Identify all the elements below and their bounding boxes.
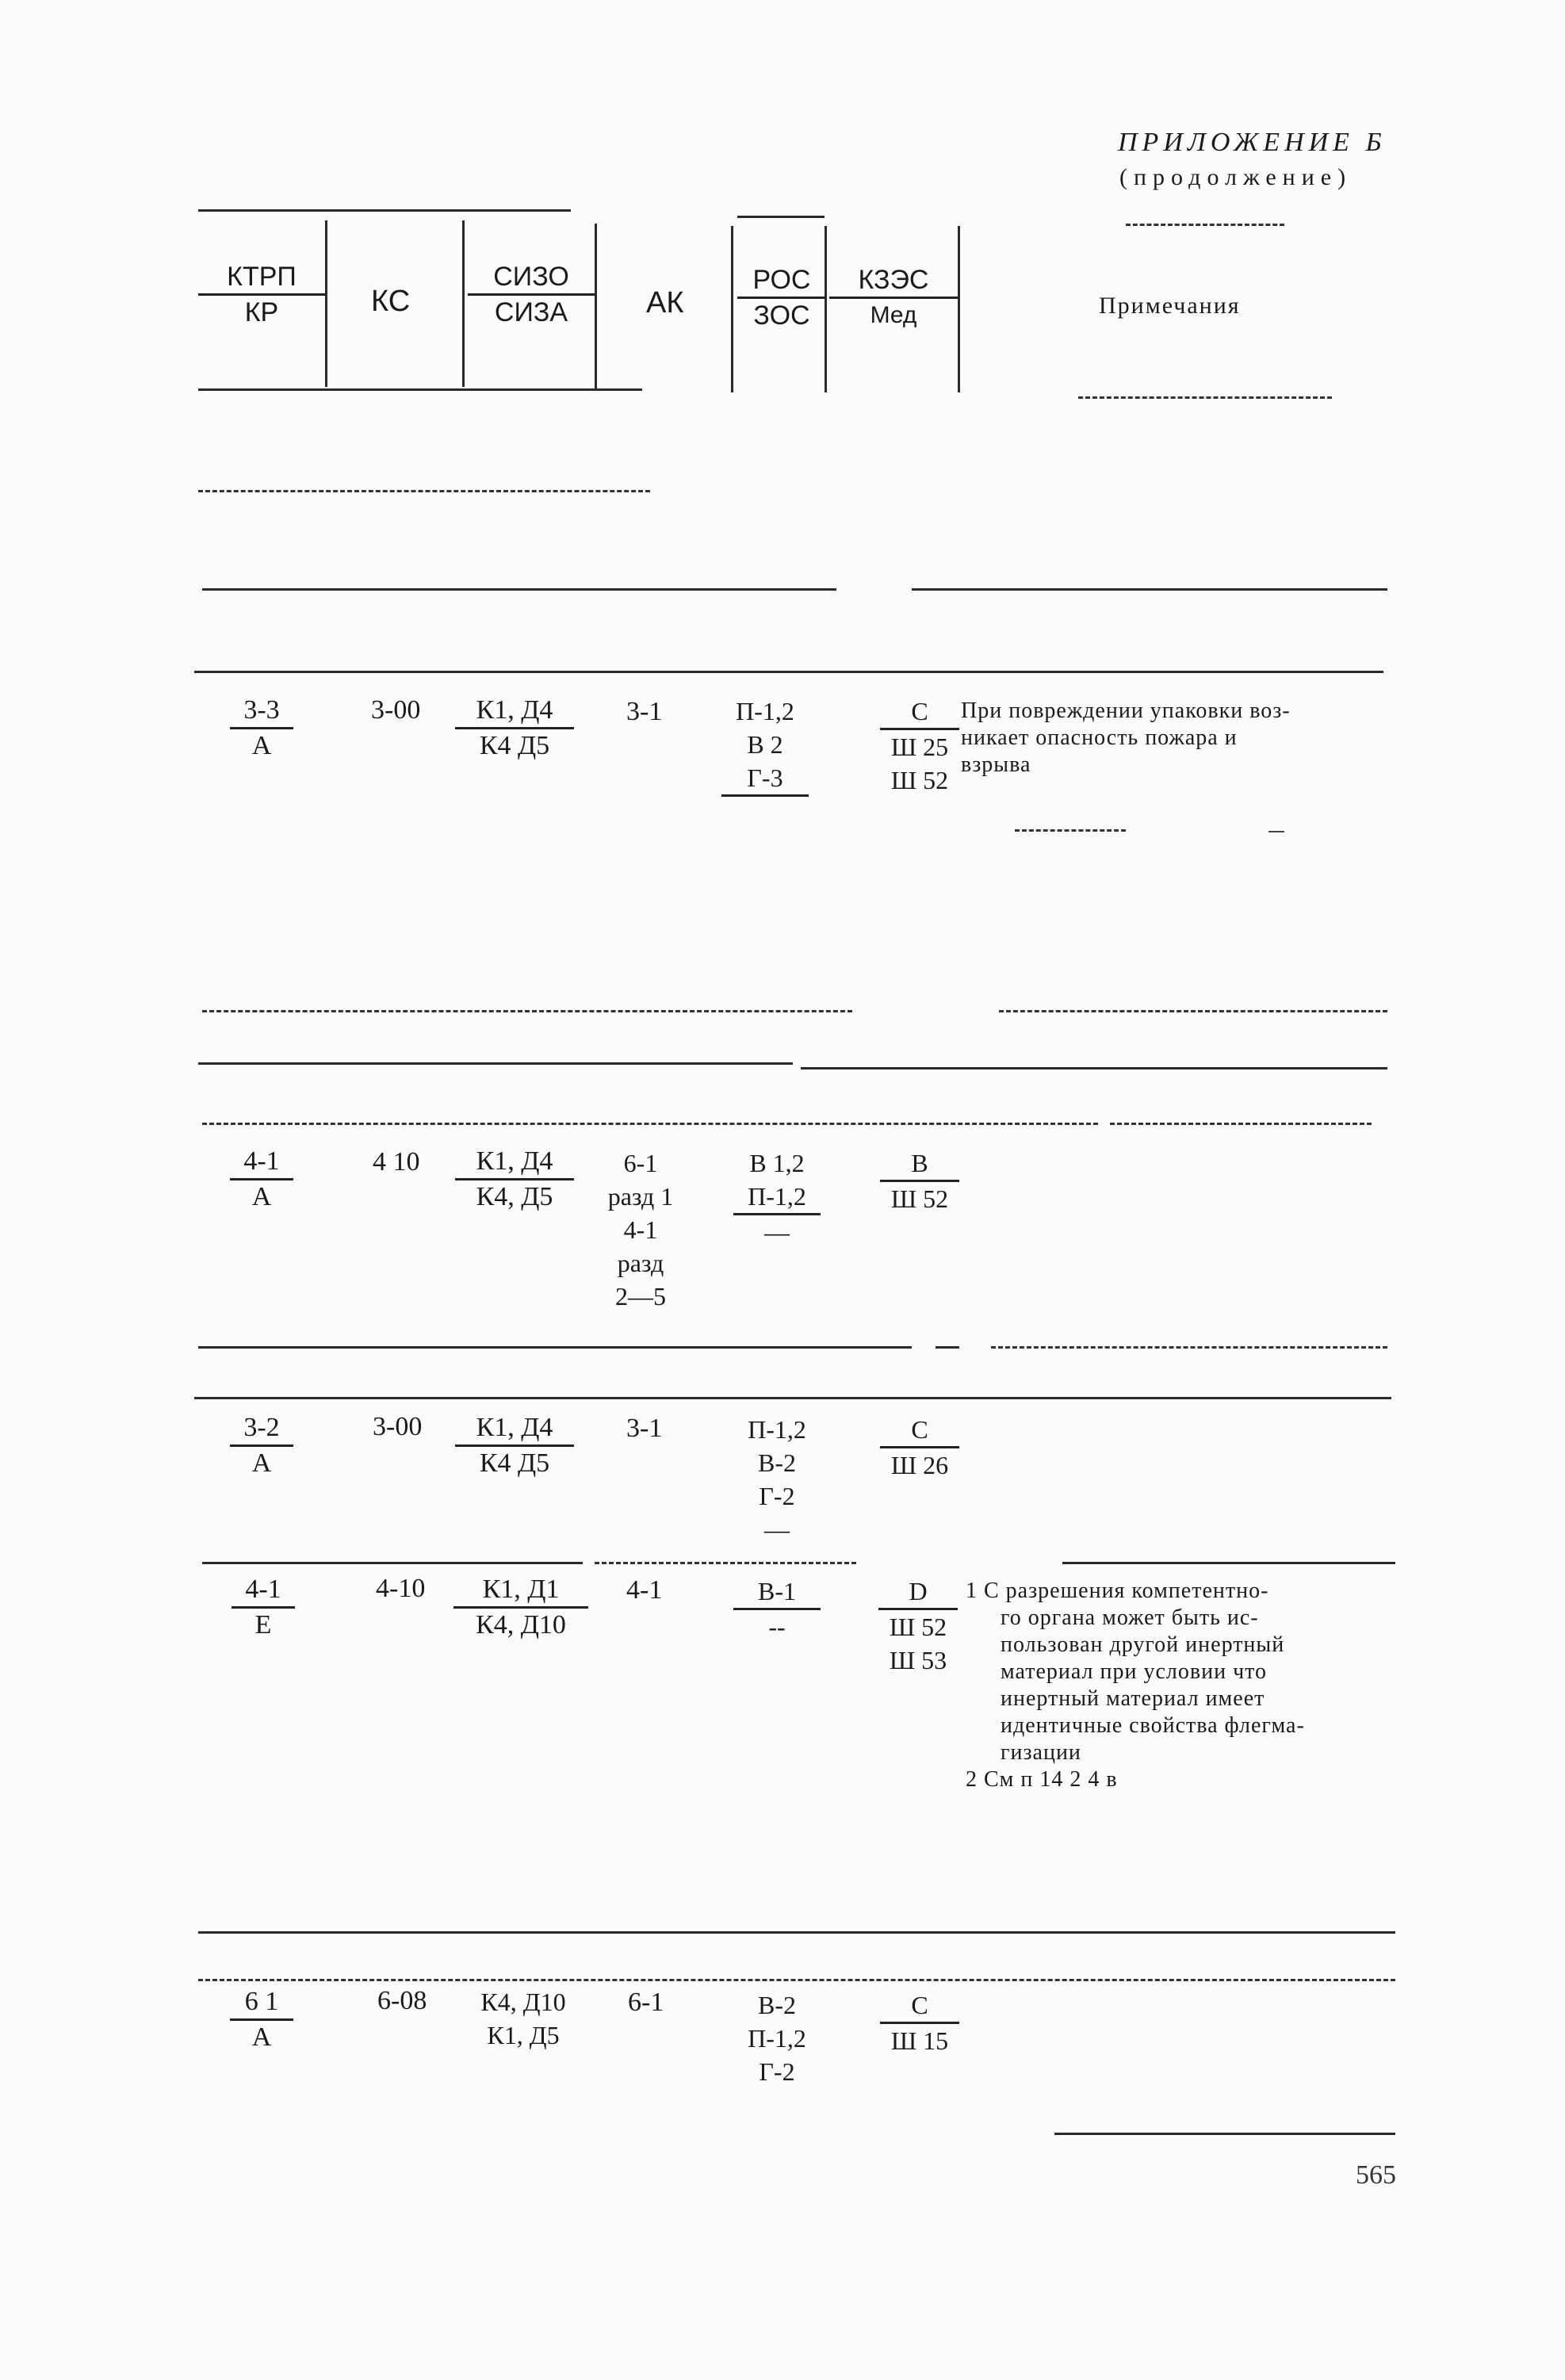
kr-code: А (230, 1444, 293, 1480)
ros-codes (733, 1146, 821, 1249)
siza-code: К4 Д5 (455, 727, 574, 763)
ros-code: Г-2 (759, 1482, 795, 1510)
ros-code: П-1,2 (736, 697, 794, 725)
header-ak: АК (646, 286, 684, 320)
row-notes (966, 1578, 1394, 1793)
note-line: инертный материал имеет (1001, 1686, 1265, 1711)
ktrp-code: 6 1 (244, 1987, 279, 2016)
kr-code: А (230, 2018, 293, 2054)
ak-code: 4-1 (623, 1215, 658, 1244)
kzes-code: D (878, 1575, 958, 1610)
ros-code: Г-2 (759, 2057, 795, 2086)
header-kzes-med (829, 263, 958, 332)
med-code: Ш 15 (890, 2026, 949, 2055)
header-ks: КС (371, 285, 411, 318)
ks-code: 3-00 (371, 695, 421, 725)
ros-codes (721, 694, 809, 797)
row1-ktrp-kr (230, 694, 293, 763)
kzes-med (880, 694, 959, 797)
note-line: идентичные свойства флегма- (1001, 1713, 1305, 1738)
ak-code: 3-1 (626, 1414, 663, 1443)
sizo-code: К4, Д10 (480, 1988, 566, 2016)
kzes-med (878, 1575, 958, 1677)
row-notes (961, 698, 1397, 779)
kr-code: А (230, 727, 293, 763)
kzes-med (880, 1988, 959, 2057)
note-line: При повреждении упаковки воз- (961, 698, 1291, 723)
kr-code: Е (231, 1606, 295, 1642)
ak-code: 6-1 (623, 1149, 658, 1177)
ros-code: П-1,2 (733, 1180, 821, 1215)
med-code: Ш 26 (890, 1451, 949, 1479)
ros-code: В 2 (747, 730, 783, 759)
ros-code: П-1,2 (748, 2024, 806, 2053)
med-code: Ш 52 (890, 1184, 949, 1213)
header-kzes: КЗЭС (858, 265, 929, 295)
sizo-code: К1, Д4 (476, 695, 553, 725)
header-zos: ЗОС (737, 297, 826, 332)
kzes-code: С (880, 1413, 959, 1448)
note-line: го органа может быть ис- (1001, 1605, 1259, 1630)
kzes-code: В (880, 1146, 959, 1182)
ak-codes (593, 1146, 688, 1313)
ak-code: 3-1 (626, 697, 663, 726)
header-ros-zos (737, 263, 826, 332)
ros-code: — (764, 1515, 790, 1544)
ks-code: 4-10 (376, 1574, 426, 1603)
kzes-code: С (880, 694, 959, 730)
ros-code: — (764, 1218, 790, 1246)
header-ros: РОС (752, 265, 811, 295)
siza-code: К4, Д5 (455, 1178, 574, 1214)
kzes-med (880, 1413, 959, 1482)
note-line: взрыва (961, 752, 1031, 777)
ak-code: разд (617, 1249, 664, 1277)
note-line: гизации (1001, 1740, 1081, 1765)
ros-code: В-2 (758, 1448, 796, 1477)
ks-code: 4 10 (373, 1147, 420, 1177)
header-ktrp: КТРП (227, 262, 297, 292)
kr-code: А (230, 1178, 293, 1214)
ros-code: В-2 (758, 1991, 796, 2019)
row2-sizo-siza (455, 1145, 574, 1214)
header-notes: Примечания (1099, 293, 1241, 319)
sizo-code: К1, Д1 (482, 1575, 560, 1604)
med-code: Ш 53 (889, 1646, 947, 1674)
ktrp-code: 4-1 (243, 1146, 280, 1176)
kzes-code: С (880, 1988, 959, 2024)
row4-sizo-siza (453, 1573, 588, 1642)
header-sizo: СИЗО (493, 262, 569, 292)
row5-ktrp-kr (230, 1985, 293, 2054)
ktrp-code: 3-3 (243, 695, 280, 725)
ktrp-code: 4-1 (245, 1575, 281, 1604)
ak-code: 4-1 (626, 1575, 663, 1605)
row2-ktrp-kr (230, 1145, 293, 1214)
ros-code: В 1,2 (749, 1149, 805, 1177)
note-line: 2 См п 14 2 4 в (966, 1767, 1118, 1792)
row5-sizo-siza (460, 1985, 587, 2052)
header-kr: КР (198, 293, 325, 329)
ak-code: 2—5 (615, 1282, 666, 1311)
header-ktrp-kr (198, 260, 325, 329)
siza-code: К1, Д5 (487, 2021, 560, 2049)
note-line: пользован другой инертный (1001, 1632, 1285, 1657)
note-line: материал при условии что (1001, 1659, 1268, 1684)
kzes-med (880, 1146, 959, 1215)
med-code: Ш 52 (889, 1613, 947, 1641)
note-line: 1 С разрешения компетентно- (966, 1578, 1269, 1603)
ros-code: -- (768, 1613, 786, 1641)
row1-sizo-siza (455, 694, 574, 763)
med-code: Ш 25 (890, 733, 949, 761)
siza-code: К4, Д10 (453, 1606, 588, 1642)
appendix-subtitle: (продолжение) (1119, 164, 1353, 190)
page-number: 565 (1356, 2160, 1396, 2190)
header-siza: СИЗА (468, 293, 595, 329)
ak-code: разд 1 (607, 1182, 674, 1211)
ks-code: 6-08 (377, 1986, 427, 2015)
row4-ktrp-kr (231, 1573, 295, 1642)
sizo-code: К1, Д4 (476, 1146, 553, 1176)
ktrp-code: 3-2 (243, 1413, 280, 1442)
ros-codes (733, 1575, 821, 1643)
ks-code: 3-00 (373, 1412, 423, 1441)
row3-ktrp-kr (230, 1411, 293, 1480)
row3-sizo-siza (455, 1411, 574, 1480)
ak-code: 6-1 (628, 1988, 664, 2017)
note-line: никает опасность пожара и (961, 725, 1238, 750)
header-sizo-siza (468, 260, 595, 329)
ros-code: П-1,2 (748, 1415, 806, 1444)
ros-codes (733, 1988, 821, 2088)
ros-codes (733, 1413, 821, 1546)
sizo-code: К1, Д4 (476, 1413, 553, 1442)
med-code: Ш 52 (890, 766, 949, 794)
ros-code: Г-3 (721, 761, 809, 797)
appendix-title: ПРИЛОЖЕНИЕ Б (1118, 128, 1387, 157)
siza-code: К4 Д5 (455, 1444, 574, 1480)
header-med: Мед (829, 297, 958, 332)
ros-code: В-1 (733, 1575, 821, 1610)
